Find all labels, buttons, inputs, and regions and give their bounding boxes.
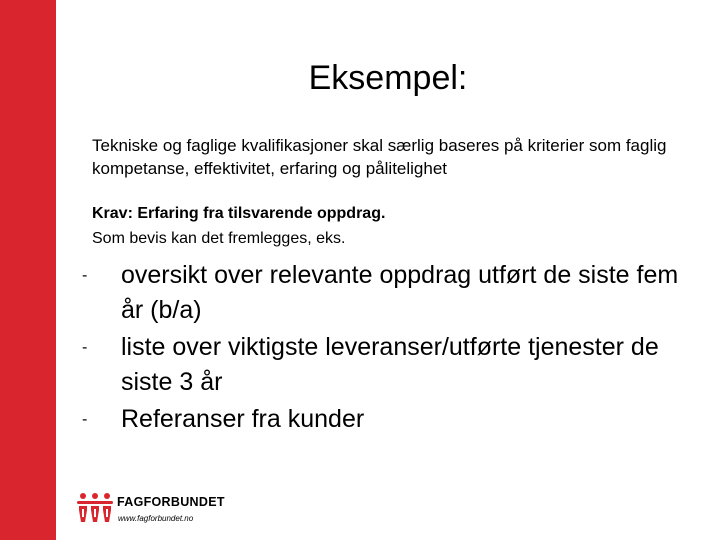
bullet-list	[82, 258, 702, 439]
bullet-dash: -	[82, 339, 88, 356]
logo-wordmark: FAGFORBUNDET	[117, 495, 225, 509]
requirement-heading: Krav: Erfaring fra tilsvarende oppdrag.	[92, 205, 386, 222]
requirement-block	[92, 201, 692, 251]
red-side-bar	[0, 0, 56, 540]
list-item	[82, 402, 702, 437]
logo-url: www.fagforbundet.no	[118, 514, 194, 523]
bullet-dash: -	[82, 267, 88, 284]
bullet-dash: -	[82, 411, 88, 428]
requirement-note: Som bevis kan det fremlegges, eks.	[92, 230, 346, 247]
people-logo-icon	[77, 492, 113, 524]
intro-paragraph: Tekniske og faglige kvalifikasjoner skal særlig baseres på kriterier som faglig kompetanse, effektivitet, erfaring og pålitelighet	[92, 136, 667, 178]
bullet-text: oversikt over relevante oppdrag utført de siste fem år (b/a)	[121, 261, 679, 324]
list-item	[82, 330, 702, 400]
fagforbundet-logo	[74, 488, 234, 528]
list-item	[82, 258, 702, 328]
bullet-text: Referanser fra kunder	[121, 405, 365, 433]
slide-title: Eksempel:	[308, 59, 468, 97]
bullet-text: liste over viktigste leveranser/utførte tjenester de siste 3 år	[121, 333, 659, 396]
